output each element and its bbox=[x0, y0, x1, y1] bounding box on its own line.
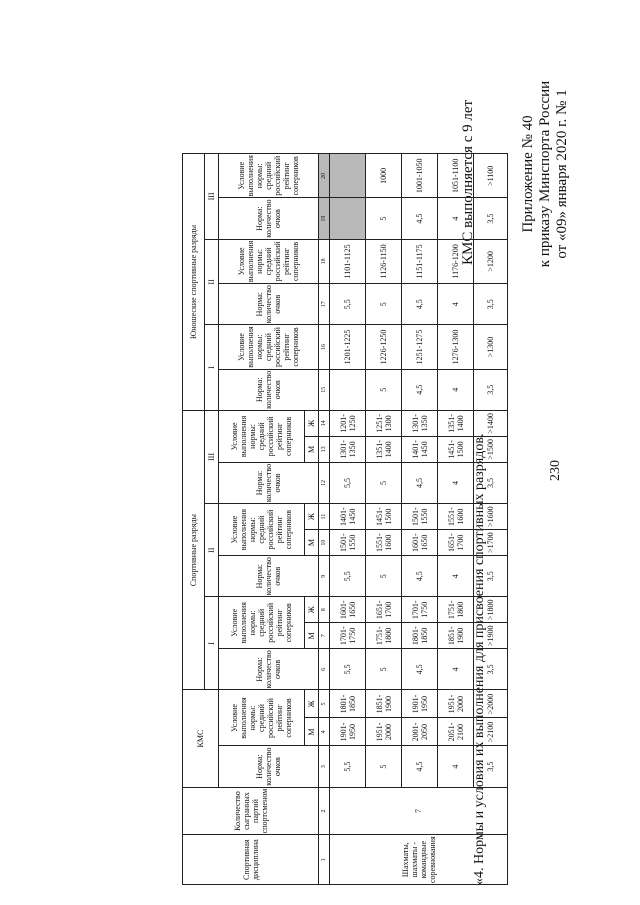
header-rank-iii: III bbox=[205, 410, 219, 503]
yi-norm bbox=[330, 369, 366, 410]
iii-norm: 3,5 bbox=[474, 462, 508, 503]
col-num: 14 bbox=[319, 410, 330, 436]
parties-count: 7 bbox=[330, 787, 508, 835]
col-num: 20 bbox=[319, 154, 330, 198]
kms-norm: 4 bbox=[438, 746, 474, 787]
header-ii-m: М bbox=[305, 530, 319, 556]
yiii-cond: 1051-1100 bbox=[438, 154, 474, 198]
yiii-norm: 3,5 bbox=[474, 198, 508, 239]
yii-cond: 1101-1125 bbox=[330, 239, 366, 283]
yii-cond: >1200 bbox=[474, 239, 508, 283]
header-kms-zh: Ж bbox=[305, 690, 319, 718]
table-row bbox=[330, 154, 366, 885]
kms-age-note: КМС выполняется с 9 лет bbox=[460, 99, 476, 265]
header-iii-m: М bbox=[305, 436, 319, 462]
table-row bbox=[402, 154, 438, 885]
header-youth-i: I bbox=[205, 325, 219, 411]
yiii-norm: 5 bbox=[366, 198, 402, 239]
header-ii-zh: Ж bbox=[305, 504, 319, 530]
iii-norm: 4 bbox=[438, 462, 474, 503]
col-num: 10 bbox=[319, 530, 330, 556]
yiii-norm: 4 bbox=[438, 198, 474, 239]
yi-cond: 1276-1300 bbox=[438, 325, 474, 369]
i-m: 1851-1900 bbox=[438, 623, 474, 649]
header-yiii-norm: Норма: количество очков bbox=[219, 198, 319, 239]
yii-norm: 5,5 bbox=[330, 284, 366, 325]
yi-norm: 5 bbox=[366, 369, 402, 410]
norms-table bbox=[182, 153, 508, 885]
iii-zh: 1251-1300 bbox=[366, 410, 402, 436]
iii-norm: 5 bbox=[366, 462, 402, 503]
header-kms-condition: Условие выполнения нормы: средний российский рейтинг соперников bbox=[219, 690, 305, 746]
i-zh: 1601-1650 bbox=[330, 597, 366, 623]
ii-m: 1601-1650 bbox=[402, 530, 438, 556]
col-num: 1 bbox=[319, 835, 330, 885]
header-i-m: М bbox=[305, 623, 319, 649]
i-zh: 1651-1700 bbox=[366, 597, 402, 623]
col-num: 3 bbox=[319, 746, 330, 787]
ii-zh: 1551-1600 bbox=[438, 504, 474, 530]
i-m: 1751-1800 bbox=[366, 623, 402, 649]
iii-zh: 1351-1400 bbox=[438, 410, 474, 436]
kms-m: 1901-1950 bbox=[330, 718, 366, 746]
ii-m: 1551-1600 bbox=[366, 530, 402, 556]
header-youth-ii: II bbox=[205, 239, 219, 325]
appendix-line-1: Приложение № 40 bbox=[520, 115, 536, 233]
yii-cond: 1126-1150 bbox=[366, 239, 402, 283]
col-num: 18 bbox=[319, 239, 330, 283]
kms-zh: 1801-1850 bbox=[330, 690, 366, 718]
yiii-norm: 4,5 bbox=[402, 198, 438, 239]
ii-norm: 4,5 bbox=[402, 556, 438, 597]
kms-m: 2051-2100 bbox=[438, 718, 474, 746]
i-zh: 1701-1750 bbox=[402, 597, 438, 623]
kms-m: 2001-2050 bbox=[402, 718, 438, 746]
table-row bbox=[438, 154, 474, 885]
header-iii-condition: Условие выполнения нормы: средний российский рейтинг соперников bbox=[219, 410, 305, 462]
i-norm: 5,5 bbox=[330, 649, 366, 690]
ii-norm: 3,5 bbox=[474, 556, 508, 597]
col-num: 7 bbox=[319, 623, 330, 649]
header-youth-ranks: Юношеские спортивные разряды bbox=[183, 154, 205, 411]
header-yi-condition: Условие выполнения нормы: средний российский рейтинг соперников bbox=[219, 325, 319, 369]
yi-cond: 1226-1250 bbox=[366, 325, 402, 369]
kms-zh: >2000 bbox=[474, 690, 508, 718]
appendix-line-3: от «09» января 2020 г. № 1 bbox=[554, 89, 570, 259]
kms-m: 1951-2000 bbox=[366, 718, 402, 746]
table-row bbox=[366, 154, 402, 885]
kms-zh: 1851-1900 bbox=[366, 690, 402, 718]
header-kms-norm: Норма: количество очков bbox=[219, 746, 319, 787]
header-parties: Количество сыгранных партий спортсменом bbox=[183, 787, 319, 835]
ii-zh: 1401-1450 bbox=[330, 504, 366, 530]
header-yi-norm: Норма: количество очков bbox=[219, 369, 319, 410]
header-kms-m: М bbox=[305, 718, 319, 746]
page-number: 230 bbox=[548, 460, 563, 481]
header-yii-condition: Условие выполнения нормы: средний российский рейтинг соперников bbox=[219, 239, 319, 283]
yii-cond: 1151-1175 bbox=[402, 239, 438, 283]
iii-m: 1401-1450 bbox=[402, 436, 438, 462]
col-num: 17 bbox=[319, 284, 330, 325]
i-norm: 3,5 bbox=[474, 649, 508, 690]
col-num: 11 bbox=[319, 504, 330, 530]
header-iii-zh: Ж bbox=[305, 410, 319, 436]
i-m: 1701-1750 bbox=[330, 623, 366, 649]
i-norm: 4 bbox=[438, 649, 474, 690]
header-discipline: Спортивная дисциплина bbox=[183, 835, 319, 885]
header-ii-condition: Условие выполнения нормы: средний российский рейтинг соперников bbox=[219, 504, 305, 556]
kms-norm: 5,5 bbox=[330, 746, 366, 787]
appendix-line-2: к приказу Минспорта России bbox=[537, 80, 553, 268]
header-sport-ranks: Спортивные разряды bbox=[183, 410, 205, 690]
yi-cond: 1201-1225 bbox=[330, 325, 366, 369]
iii-m: >1500 bbox=[474, 436, 508, 462]
yi-norm: 4 bbox=[438, 369, 474, 410]
header-yiii-condition: Условие выполнения нормы: средний российский рейтинг соперников bbox=[219, 154, 319, 198]
yi-norm: 3,5 bbox=[474, 369, 508, 410]
yi-cond: >1300 bbox=[474, 325, 508, 369]
header-rank-i: I bbox=[205, 597, 219, 690]
ii-m: 1651-1700 bbox=[438, 530, 474, 556]
col-num: 9 bbox=[319, 556, 330, 597]
yiii-cond: >1100 bbox=[474, 154, 508, 198]
col-num: 5 bbox=[319, 690, 330, 718]
yiii-cond bbox=[330, 154, 366, 198]
col-num: 13 bbox=[319, 436, 330, 462]
iii-m: 1451-1500 bbox=[438, 436, 474, 462]
column-number-row bbox=[319, 154, 330, 885]
header-i-norm: Норма: количество очков bbox=[219, 649, 319, 690]
header-kms: КМС bbox=[183, 690, 219, 787]
yi-norm: 4,5 bbox=[402, 369, 438, 410]
i-zh: 1751-1800 bbox=[438, 597, 474, 623]
kms-norm: 3,5 bbox=[474, 746, 508, 787]
yiii-cond: 1000 bbox=[366, 154, 402, 198]
col-num: 15 bbox=[319, 369, 330, 410]
iii-zh: 1301-1350 bbox=[402, 410, 438, 436]
table-row bbox=[474, 154, 508, 885]
kms-m: >2100 bbox=[474, 718, 508, 746]
col-num: 19 bbox=[319, 198, 330, 239]
ii-zh: 1451-1500 bbox=[366, 504, 402, 530]
header-youth-iii: III bbox=[205, 154, 219, 240]
ii-norm: 4 bbox=[438, 556, 474, 597]
col-num: 2 bbox=[319, 787, 330, 835]
yiii-norm bbox=[330, 198, 366, 239]
yii-norm: 3,5 bbox=[474, 284, 508, 325]
ii-zh: >1600 bbox=[474, 504, 508, 530]
header-iii-norm: Норма: количество очков bbox=[219, 462, 319, 503]
yii-norm: 4,5 bbox=[402, 284, 438, 325]
ii-norm: 5,5 bbox=[330, 556, 366, 597]
ii-m: >1700 bbox=[474, 530, 508, 556]
col-num: 8 bbox=[319, 597, 330, 623]
kms-zh: 1901-1950 bbox=[402, 690, 438, 718]
i-norm: 5 bbox=[366, 649, 402, 690]
yii-cond: 1176-1200 bbox=[438, 239, 474, 283]
i-m: 1801-1850 bbox=[402, 623, 438, 649]
ii-m: 1501-1550 bbox=[330, 530, 366, 556]
discipline-name: Шахматы, шахматы - командные соревнования bbox=[330, 835, 508, 885]
yi-cond: 1251-1275 bbox=[402, 325, 438, 369]
header-yii-norm: Норма: количество очков bbox=[219, 284, 319, 325]
iii-norm: 5,5 bbox=[330, 462, 366, 503]
col-num: 4 bbox=[319, 718, 330, 746]
i-norm: 4,5 bbox=[402, 649, 438, 690]
kms-norm: 4,5 bbox=[402, 746, 438, 787]
col-num: 16 bbox=[319, 325, 330, 369]
iii-m: 1351-1400 bbox=[366, 436, 402, 462]
kms-zh: 1951-2000 bbox=[438, 690, 474, 718]
section-title: «4. Нормы и условия их выполнения для присвоения спортивных разрядов. bbox=[472, 433, 487, 885]
i-m: >1900 bbox=[474, 623, 508, 649]
col-num: 12 bbox=[319, 462, 330, 503]
header-ii-norm: Норма: количество очков bbox=[219, 556, 319, 597]
appendix-header bbox=[520, 9, 571, 339]
kms-norm: 5 bbox=[366, 746, 402, 787]
header-i-condition: Условие выполнения нормы: средний российский рейтинг соперников bbox=[219, 597, 305, 649]
iii-m: 1301-1350 bbox=[330, 436, 366, 462]
ii-zh: 1501-1550 bbox=[402, 504, 438, 530]
ii-norm: 5 bbox=[366, 556, 402, 597]
iii-zh: >1400 bbox=[474, 410, 508, 436]
header-rank-ii: II bbox=[205, 504, 219, 597]
yii-norm: 5 bbox=[366, 284, 402, 325]
yii-norm: 4 bbox=[438, 284, 474, 325]
yiii-cond: 1001-1050 bbox=[402, 154, 438, 198]
i-zh: >1800 bbox=[474, 597, 508, 623]
iii-zh: 1201-1250 bbox=[330, 410, 366, 436]
header-i-zh: Ж bbox=[305, 597, 319, 623]
iii-norm: 4,5 bbox=[402, 462, 438, 503]
col-num: 6 bbox=[319, 649, 330, 690]
